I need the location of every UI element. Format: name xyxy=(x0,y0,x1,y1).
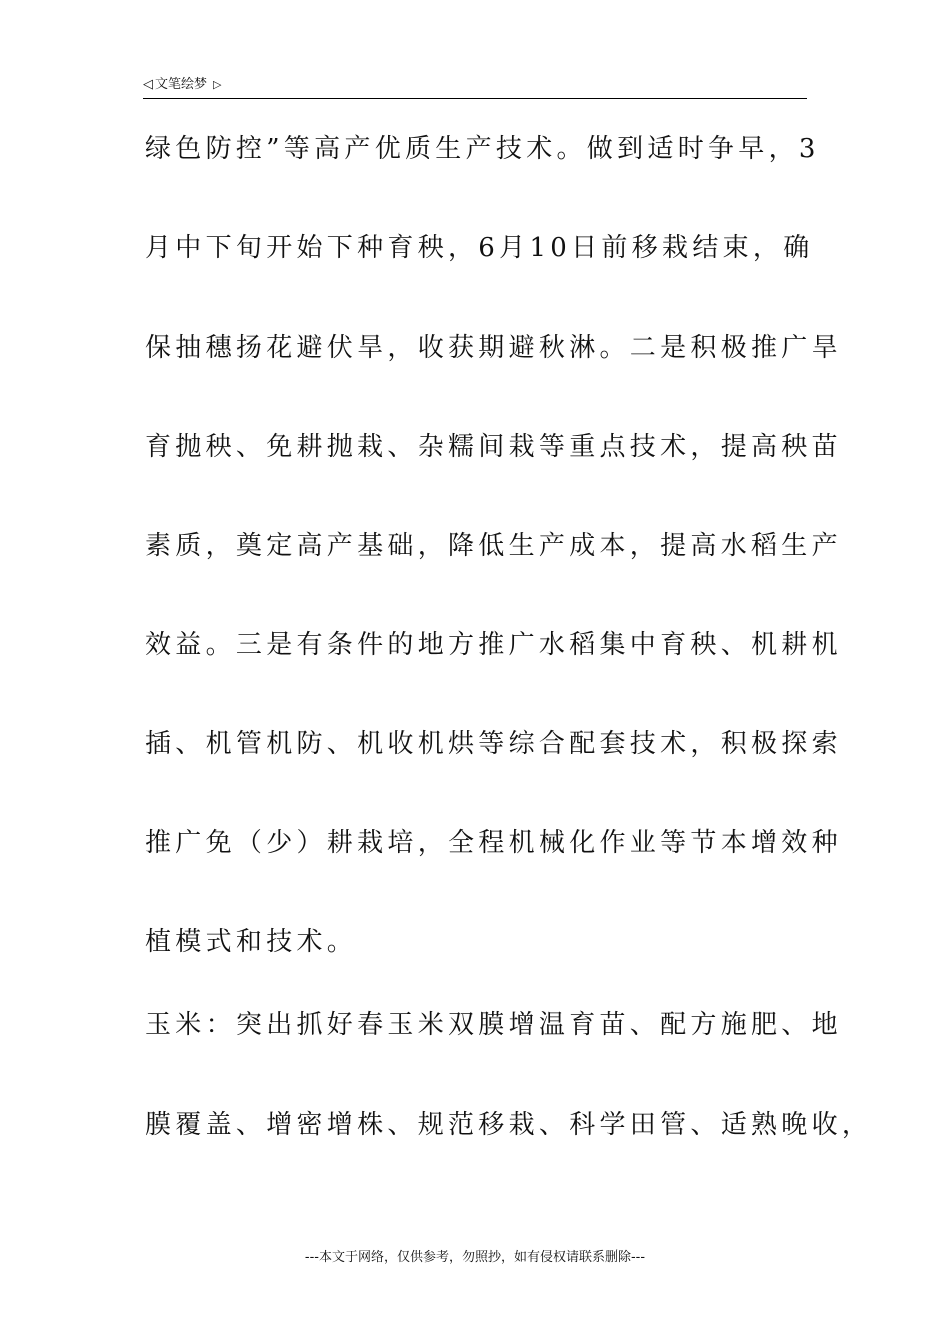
text-line-1: 绿色防控”等高产优质生产技术。做到适时争早，3 xyxy=(145,134,820,164)
text-line-2: 月中下旬开始下种育秧，6月10日前移栽结束，确 xyxy=(145,233,814,263)
text-line-7: 插、机管机防、机收机烘等综合配套技术，积极探索 xyxy=(145,729,842,759)
text-line-4: 育抛秧、免耕抛栽、杂糯间栽等重点技术，提高秧苗 xyxy=(145,432,842,462)
triangle-right-icon: ▷ xyxy=(213,78,222,91)
text-line-8: 推广免（少）耕栽培，全程机械化作业等节本增效种 xyxy=(145,828,842,858)
page-footer: ---本文于网络，仅供参考，勿照抄，如有侵权请联系删除--- xyxy=(304,1250,646,1265)
triangle-left-icon: ◁ xyxy=(143,77,153,92)
text-line-6: 效益。三是有条件的地方推广水稻集中育秧、机耕机 xyxy=(145,630,842,660)
header-title: 文笔绘梦 xyxy=(155,77,208,92)
text-line-3: 保抽穗扬花避伏旱，收获期避秋淋。二是积极推广旱 xyxy=(145,333,842,363)
text-line-11: 膜覆盖、增密增株、规范移栽、科学田管、适熟晚收， xyxy=(145,1110,873,1140)
page-header xyxy=(143,74,807,99)
text-line-5: 素质，奠定高产基础，降低生产成本，提高水稻生产 xyxy=(145,531,842,561)
text-line-9: 植模式和技术。 xyxy=(145,927,358,957)
text-line-10: 玉米：突出抓好春玉米双膜增温育苗、配方施肥、地 xyxy=(145,1010,842,1040)
